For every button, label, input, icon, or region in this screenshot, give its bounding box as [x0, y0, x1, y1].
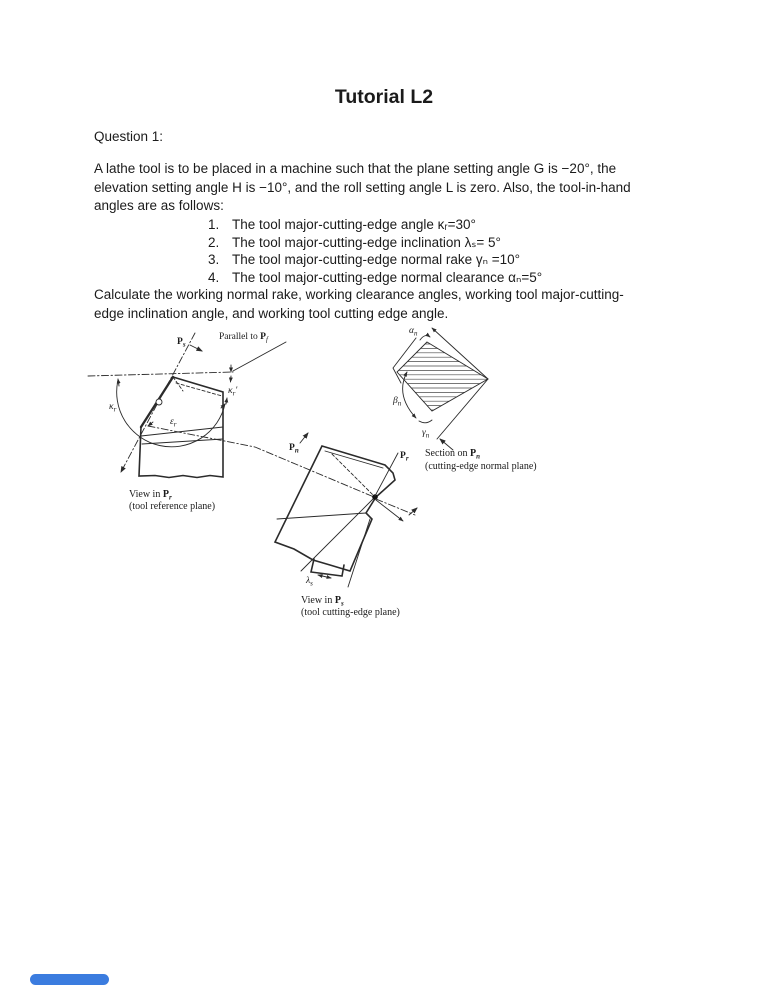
- page-title: Tutorial L2: [334, 86, 434, 108]
- paragraph-line: edge inclination angle, and working tool cutting edge angle.: [94, 305, 449, 321]
- gamma-n-label: $\gamma_n$: [422, 428, 430, 440]
- lambda-reference-line-left: [301, 498, 374, 571]
- pn-label: $P_n$: [289, 443, 299, 455]
- parallel-leader-line: [233, 342, 286, 371]
- gamma-angle-arc: [419, 420, 432, 423]
- pr-label: $P_r$: [400, 451, 409, 463]
- angle-arc: [117, 380, 225, 447]
- alpha-n-label: $\alpha_n$: [409, 326, 418, 338]
- kappa-prime-arrow-upper: [231, 376, 232, 382]
- pn-direction-arrow: [300, 433, 308, 443]
- lambda-reference-line-right: [348, 519, 370, 587]
- alpha-angle-arc: [420, 336, 430, 340]
- list-item: [208, 234, 542, 252]
- arc-arrow-top: [118, 379, 119, 386]
- view-ps-caption: View in $P_s$: [301, 595, 344, 608]
- list-item: [208, 269, 542, 287]
- shank-back-outline: [393, 338, 416, 383]
- top-edge-inner-line: [325, 451, 383, 468]
- insert-top-line: [277, 513, 366, 519]
- kappa-r-prime-label: $\kappa_r'$: [228, 386, 238, 398]
- insert-boundary-line: [142, 439, 223, 444]
- paragraph-line: Calculate the working normal rake, working clearance angles, working tool major-cutting-: [94, 287, 624, 302]
- pr-trace-line: [375, 453, 398, 496]
- question-label: Question 1:: [94, 129, 164, 144]
- question-intro-paragraph: [94, 160, 631, 216]
- parallel-to-pf-label: Parallel to $P_f$: [219, 332, 268, 344]
- section-hatching: [390, 344, 495, 410]
- list-item-text: The tool major-cutting-edge inclination λₛ= 5°: [232, 234, 501, 250]
- ps-label: $P_s$: [177, 337, 186, 349]
- wedge-section-outline: [397, 342, 488, 411]
- kappa-prime-arrow-lower: [226, 398, 227, 404]
- list-item-text: The tool major-cutting-edge normal rake γₙ =10°: [232, 252, 521, 268]
- list-item: [208, 251, 542, 269]
- view-in-ps-subfigure: [275, 433, 417, 618]
- arc-arrow-edge: [148, 422, 153, 426]
- rake-face-extension-line: [432, 328, 488, 379]
- list-item-number: 2.: [208, 234, 220, 250]
- tool-outline-ps: [275, 446, 395, 571]
- list-item-number: 3.: [208, 252, 220, 268]
- horizontal-datum-line: [88, 372, 233, 376]
- dot-dashdot-line: [376, 499, 415, 515]
- list-item-number: 4.: [208, 270, 220, 286]
- bottom-accent-bar: [30, 974, 109, 985]
- list-item-text: The tool major-cutting-edge angle κᵣ=30°: [232, 217, 476, 232]
- dot-thin-arrow: [376, 500, 403, 521]
- paragraph-line: angles are as follows:: [94, 198, 224, 214]
- dot-bold-arrow: [409, 508, 417, 515]
- kappa-r-label: $\kappa_r$: [109, 402, 117, 414]
- section-on-pn-subfigure: [390, 326, 537, 472]
- question-task-paragraph: [94, 286, 624, 323]
- lambda-s-label: $\lambda_s$: [306, 576, 313, 588]
- beta-n-label: $\beta_n$: [393, 396, 402, 408]
- list-item-text: The tool major-cutting-edge normal clearance αₙ=5°: [232, 270, 543, 286]
- section-plane-caption: (cutting-edge normal plane): [425, 461, 537, 472]
- view-ps-plane-caption: (tool cutting-edge plane): [301, 607, 400, 618]
- view-in-pr-subfigure: [88, 332, 374, 512]
- tool-angle-list: [208, 216, 542, 287]
- tool-geometry-figure: [85, 325, 575, 625]
- corner-point-marker: [156, 399, 162, 405]
- view-pr-caption: View in $P_r$: [129, 489, 172, 502]
- paragraph-line: A lathe tool is to be placed in a machine such that the plane setting angle G is −20°, the: [94, 161, 617, 176]
- paragraph-line: elevation setting angle H is −10°, and the roll setting angle L is zero. Also, the tool-in-hand: [94, 179, 631, 195]
- epsilon-r-label: $\varepsilon_r$: [170, 417, 177, 429]
- tool-outline-pr: [139, 377, 223, 478]
- section-caption: Section on $P_n$: [425, 448, 481, 461]
- insert-boundary-line: [141, 427, 223, 436]
- view-pr-plane-caption: (tool reference plane): [129, 501, 216, 512]
- list-item-number: 1.: [208, 217, 220, 232]
- lambda-dimension-arrow: [318, 575, 331, 578]
- list-item: [208, 216, 542, 234]
- ps-direction-arrow: [190, 345, 202, 351]
